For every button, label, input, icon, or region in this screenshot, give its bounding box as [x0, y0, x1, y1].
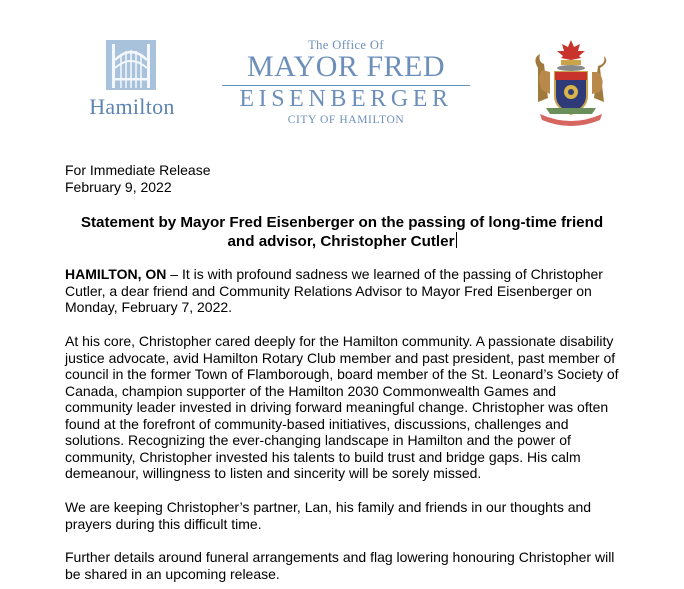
release-date: February 9, 2022 [65, 178, 172, 195]
text-cursor [456, 232, 457, 248]
paragraph-4 [65, 549, 625, 582]
paragraph-3-text: We are keeping Christopher’s partner, Lan, his family and friends in our thoughts and prayers during this difficult time. [65, 499, 592, 532]
paragraph-2-text: At his core, Christopher cared deeply for the Hamilton community. A passionate disability justice advocate, avid Hamilton Rotary Club member and past president, past member of council in the former Town of Flamborough, board member of the St. Leonard’s Society of Canada, champion supporter of the Hamilton 2030 Commonwealth Games and community leader invested in driving forward meaningful change. Christopher was often found at the forefront of community-based initiatives, discussions, challenges and solutions. Recognizing the ever-changing landscape in Hamilton and the power of community, Christopher invested his talents to build trust and bridge gaps. His calm demeanour, willingness to listen and sincerity will be sorely missed. [65, 333, 619, 481]
paragraph-3 [65, 499, 625, 532]
city-crest [528, 38, 614, 130]
mayor-surname-line: EISENBERGER [239, 86, 453, 112]
release-block [65, 162, 625, 195]
paragraph-2 [65, 333, 625, 482]
release-label: For Immediate Release [65, 162, 211, 178]
mayor-name-line: MAYOR FRED [246, 50, 446, 83]
coat-of-arms-icon [528, 38, 614, 130]
paragraph-1 [65, 266, 625, 316]
hamilton-logo-text: Hamilton [89, 94, 175, 119]
hamilton-logo [76, 38, 188, 130]
paragraph-1-body: – It is with profound sadness we learned of the passing of Christopher Cutler, a dear friend and Community Relations Advisor to Mayor Fred Eisenberger on Monday, February 7, 2022. [65, 266, 603, 315]
mayor-office-logo [222, 38, 470, 127]
city-line: CITY OF HAMILTON [287, 114, 405, 126]
dateline: HAMILTON, ON [65, 266, 167, 282]
statement-title [70, 214, 614, 251]
paragraph-4-text: Further details around funeral arrangements and flag lowering honouring Christopher will be shared in an upcoming release. [65, 549, 615, 582]
statement-title-text: Statement by Mayor Fred Eisenberger on the passing of long-time friend and advisor, Christopher Cutler [80, 214, 604, 250]
office-of-label: The Office Of [308, 38, 384, 52]
hamilton-bridge-icon [76, 38, 188, 94]
letterhead [0, 0, 684, 140]
